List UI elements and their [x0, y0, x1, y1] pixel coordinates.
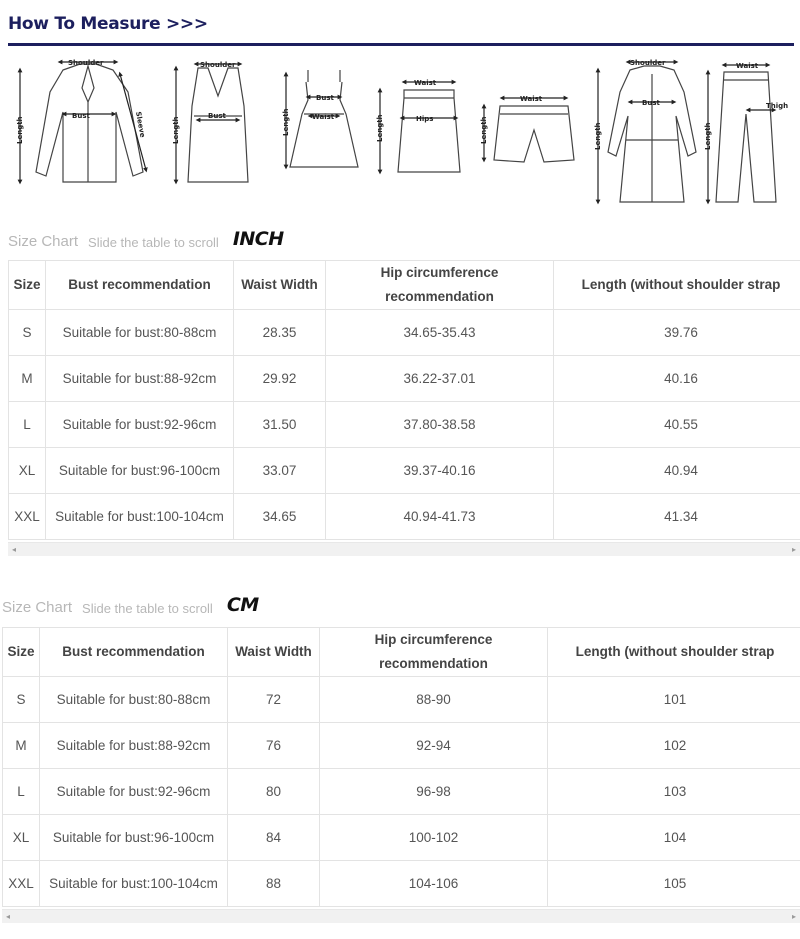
table-cell: Suitable for bust:80-88cm	[46, 310, 234, 356]
table-cell: 40.94	[554, 448, 800, 494]
table-cell: 84	[228, 815, 320, 861]
table-cell: 34.65-35.43	[326, 310, 554, 356]
table-cell: Suitable for bust:100-104cm	[40, 861, 228, 907]
column-header: Length (without shoulder strap	[554, 261, 800, 310]
table-cell: Suitable for bust:88-92cm	[40, 723, 228, 769]
inch-chart-heading	[8, 226, 284, 250]
table-cell: 103	[548, 769, 800, 815]
column-header: Size	[9, 261, 46, 310]
svg-text:Bust: Bust	[72, 112, 90, 120]
table-cell: 102	[548, 723, 800, 769]
svg-text:Thigh: Thigh	[766, 102, 789, 110]
table-cell: XL	[3, 815, 40, 861]
page-title: How To Measure >>>	[8, 14, 208, 34]
svg-text:Length: Length	[172, 116, 180, 144]
table-cell: 100-102	[320, 815, 548, 861]
table-cell: 72	[228, 677, 320, 723]
svg-text:Shoulder: Shoulder	[630, 59, 666, 67]
scroll-left-icon[interactable]: ◂	[12, 545, 17, 554]
table-cell: S	[3, 677, 40, 723]
svg-text:Waist: Waist	[414, 79, 437, 87]
table-cell: 101	[548, 677, 800, 723]
table-cell: 31.50	[234, 402, 326, 448]
table-cell: XXL	[3, 861, 40, 907]
table-cell: M	[3, 723, 40, 769]
table-cell: 105	[548, 861, 800, 907]
table-cell: Suitable for bust:92-96cm	[46, 402, 234, 448]
pants-diagram	[708, 65, 776, 202]
vest-diagram	[176, 64, 248, 182]
svg-text:Length: Length	[480, 116, 488, 144]
scroll-left-icon[interactable]: ◂	[6, 912, 11, 921]
table-row	[3, 677, 800, 723]
column-header: Waist Width	[228, 628, 320, 677]
table-header-row	[9, 261, 800, 310]
inch-size-table[interactable]	[8, 260, 800, 542]
column-header: Length (without shoulder strap	[548, 628, 800, 677]
table-cell: 104	[548, 815, 800, 861]
scroll-right-icon[interactable]: ▸	[791, 545, 796, 554]
table-cell: 41.34	[554, 494, 800, 540]
measurement-figures	[8, 52, 794, 217]
column-header: Bust recommendation	[40, 628, 228, 677]
how-to-measure-header	[8, 14, 794, 34]
table-cell: 80	[228, 769, 320, 815]
table-cell: XL	[9, 448, 46, 494]
svg-text:Bust: Bust	[316, 94, 334, 102]
size-chart-label: Size Chart	[8, 233, 79, 250]
table-cell: 96-98	[320, 769, 548, 815]
table-cell: 36.22-37.01	[326, 356, 554, 402]
table-cell: M	[9, 356, 46, 402]
garment-diagrams	[8, 52, 794, 217]
unit-label: INCH	[232, 228, 284, 250]
table-cell: Suitable for bust:100-104cm	[46, 494, 234, 540]
table-cell: 39.76	[554, 310, 800, 356]
size-chart-label: Size Chart	[2, 599, 73, 616]
shorts-diagram	[484, 98, 574, 162]
table-row	[3, 723, 800, 769]
table-cell: 88-90	[320, 677, 548, 723]
column-header: Bust recommendation	[46, 261, 234, 310]
skirt-diagram	[380, 82, 460, 172]
cm-size-table[interactable]	[2, 627, 800, 909]
column-header: Hip circumference recommendation	[326, 261, 554, 310]
column-header: Hip circumference recommendation	[320, 628, 548, 677]
svg-text:Bust: Bust	[208, 112, 226, 120]
svg-text:Length: Length	[704, 122, 712, 150]
table-cell: 39.37-40.16	[326, 448, 554, 494]
svg-text:Sleeve: Sleeve	[134, 110, 147, 139]
table-row	[9, 402, 800, 448]
svg-text:Waist: Waist	[520, 95, 543, 103]
inch-table-scrollbar[interactable]	[8, 542, 800, 556]
table-cell: L	[3, 769, 40, 815]
scroll-hint: Slide the table to scroll	[82, 601, 213, 616]
table-cell: 33.07	[234, 448, 326, 494]
table-row	[9, 310, 800, 356]
cm-chart-heading	[2, 592, 259, 616]
unit-label: CM	[226, 594, 259, 616]
svg-text:Length: Length	[376, 114, 384, 142]
table-cell: Suitable for bust:96-100cm	[40, 815, 228, 861]
table-cell: 76	[228, 723, 320, 769]
scroll-hint: Slide the table to scroll	[88, 235, 219, 250]
table-cell: 29.92	[234, 356, 326, 402]
table-cell: Suitable for bust:92-96cm	[40, 769, 228, 815]
table-row	[9, 494, 800, 540]
svg-text:Shoulder: Shoulder	[68, 59, 104, 67]
scroll-right-icon[interactable]: ▸	[791, 912, 796, 921]
table-cell: 88	[228, 861, 320, 907]
table-cell: Suitable for bust:80-88cm	[40, 677, 228, 723]
svg-text:Bust: Bust	[642, 99, 660, 107]
column-header: Size	[3, 628, 40, 677]
header-divider	[8, 43, 794, 46]
table-cell: 104-106	[320, 861, 548, 907]
cm-table-scrollbar[interactable]	[2, 909, 800, 923]
table-cell: 40.94-41.73	[326, 494, 554, 540]
jacket-diagram	[20, 62, 146, 182]
table-cell: XXL	[9, 494, 46, 540]
column-header: Waist Width	[234, 261, 326, 310]
table-header-row	[3, 628, 800, 677]
svg-text:Length: Length	[16, 116, 24, 144]
table-cell: 40.55	[554, 402, 800, 448]
table-row	[3, 769, 800, 815]
svg-text:Shoulder: Shoulder	[200, 61, 236, 69]
svg-text:Length: Length	[282, 108, 290, 136]
table-cell: 92-94	[320, 723, 548, 769]
table-cell: 37.80-38.58	[326, 402, 554, 448]
table-cell: 28.35	[234, 310, 326, 356]
svg-text:Waist: Waist	[736, 62, 759, 70]
table-row	[9, 356, 800, 402]
table-cell: 40.16	[554, 356, 800, 402]
coat-diagram	[598, 62, 696, 202]
table-cell: Suitable for bust:88-92cm	[46, 356, 234, 402]
svg-text:Length: Length	[594, 122, 602, 150]
table-row	[9, 448, 800, 494]
table-cell: L	[9, 402, 46, 448]
table-cell: S	[9, 310, 46, 356]
svg-text:Waist: Waist	[312, 113, 335, 121]
table-cell: 34.65	[234, 494, 326, 540]
table-row	[3, 861, 800, 907]
table-cell: Suitable for bust:96-100cm	[46, 448, 234, 494]
table-row	[3, 815, 800, 861]
svg-text:Hips: Hips	[416, 115, 434, 123]
